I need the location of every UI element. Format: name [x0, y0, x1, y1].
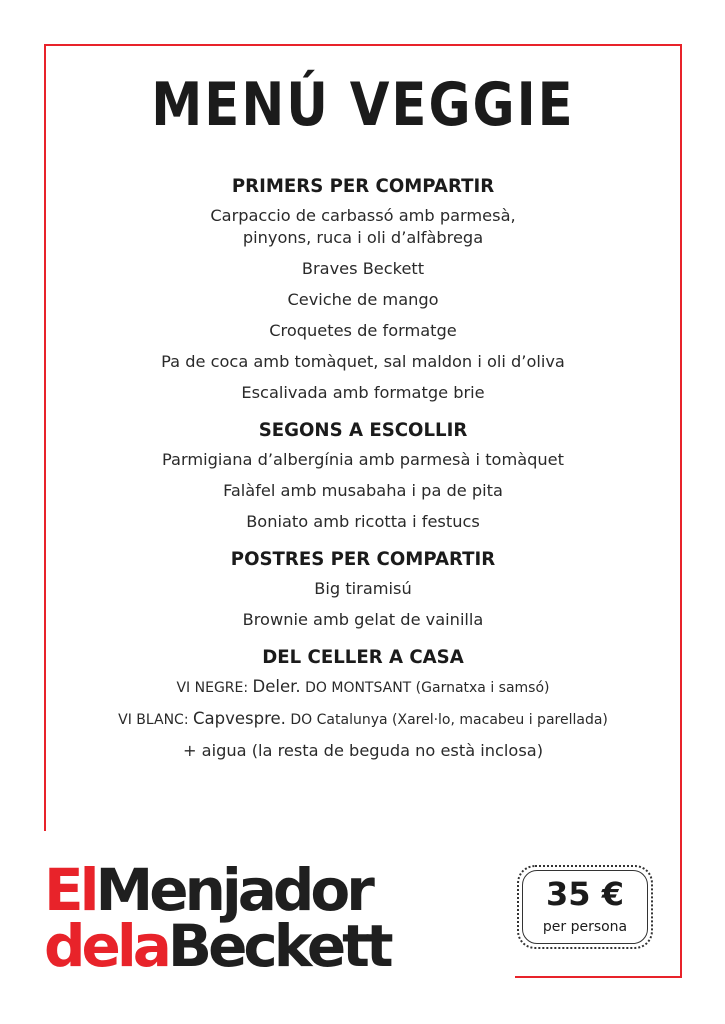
- price-unit: per persona: [542, 919, 628, 935]
- white-wine-line: [46, 708, 680, 731]
- section-title-celler: DEL CELLER A CASA: [262, 647, 464, 668]
- menu-item: pinyons, ruca i oli d’alfàbrega: [242, 228, 484, 247]
- red-wine-name: Deler.: [252, 677, 301, 696]
- menu-item: Boniato amb ricotta i festucs: [246, 512, 480, 531]
- drinks-note: + aigua (la resta de beguda no està inclosa): [182, 741, 544, 760]
- price-badge: [517, 865, 653, 949]
- menu-item: Parmigiana d’albergínia amb parmesà i tomàquet: [162, 450, 564, 469]
- white-wine-label: VI BLANC:: [118, 712, 189, 728]
- menu-item: Ceviche de mango: [287, 290, 439, 309]
- white-wine-origin: DO Catalunya (Xarel·lo, macabeu i parellada): [290, 712, 608, 728]
- logo-line-1: [44, 856, 484, 924]
- restaurant-logo: [44, 856, 484, 984]
- logo-line-2: [44, 912, 484, 980]
- section-title-primers: PRIMERS PER COMPARTIR: [231, 176, 495, 197]
- menu-item: Brownie amb gelat de vainilla: [242, 610, 484, 629]
- menu-item: Croquetes de formatge: [269, 321, 457, 340]
- menu-item: Pa de coca amb tomàquet, sal maldon i oli d’oliva: [161, 352, 565, 371]
- frame-top-border: [44, 44, 682, 46]
- logo-beckett: Beckett: [167, 912, 390, 980]
- red-wine-line: [46, 676, 680, 699]
- page-title: MENÚ VEGGIE: [151, 70, 575, 140]
- red-wine-label: VI NEGRE:: [176, 680, 249, 696]
- red-wine-origin: DO MONTSANT (Garnatxa i samsó): [305, 680, 550, 696]
- menu-item: Big tiramisú: [314, 579, 412, 598]
- logo-dela: dela: [44, 912, 168, 980]
- menu-item: Falàfel amb musabaha i pa de pita: [223, 481, 503, 500]
- menu-item: Braves Beckett: [301, 259, 425, 278]
- section-title-postres: POSTRES PER COMPARTIR: [230, 549, 496, 570]
- menu-body: [46, 176, 680, 771]
- white-wine-name: Capvespre.: [193, 709, 286, 728]
- price-amount: 35 €: [546, 875, 624, 913]
- section-title-segons: SEGONS A ESCOLLIR: [258, 420, 468, 441]
- frame-right-border: [680, 44, 682, 978]
- menu-item: Escalivada amb formatge brie: [241, 383, 485, 402]
- frame-bottom-border: [515, 976, 682, 978]
- logo-menjador: Menjador: [95, 856, 371, 924]
- logo-el: El: [44, 856, 96, 924]
- menu-item: Carpaccio de carbassó amb parmesà,: [210, 206, 516, 225]
